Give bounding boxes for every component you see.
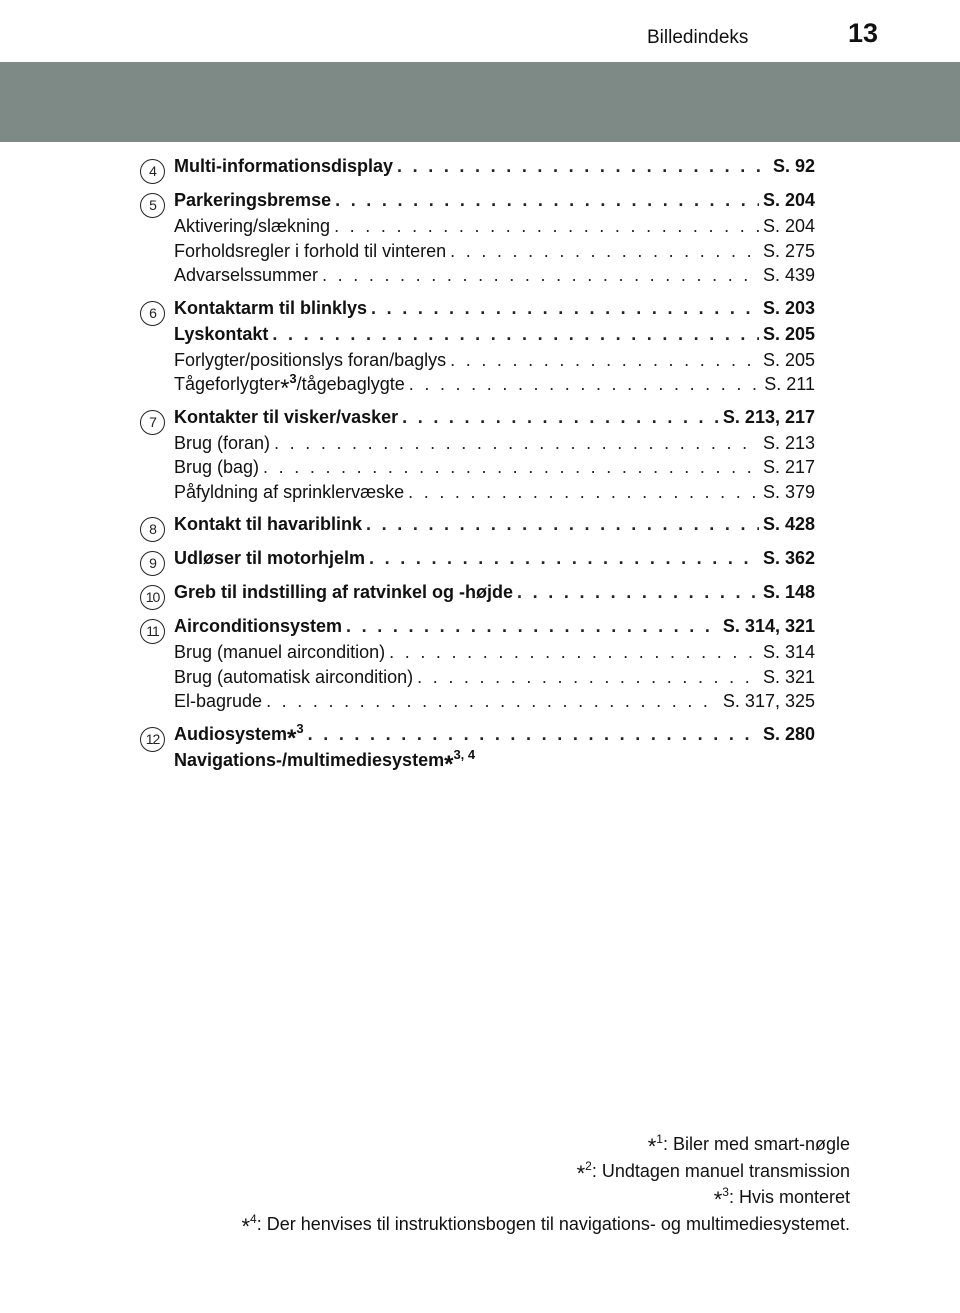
footnote-number: 2 — [585, 1158, 592, 1173]
index-group — [140, 582, 815, 608]
footnote — [241, 1158, 850, 1185]
footnote — [241, 1131, 850, 1158]
dot-leader — [322, 265, 759, 286]
index-entry — [174, 156, 815, 182]
entry-label-text: Brug (manuel aircondition) — [174, 642, 386, 662]
footnote — [241, 1211, 850, 1238]
entry-label — [174, 642, 385, 663]
footnote-asterisk: * — [576, 1160, 586, 1186]
index-entry — [174, 514, 815, 540]
entry-label — [174, 433, 270, 454]
index-entry — [174, 407, 815, 433]
dot-leader — [308, 724, 759, 745]
dot-leader — [397, 156, 769, 177]
footnote-number: 3 — [722, 1185, 729, 1199]
entry-label — [174, 548, 365, 569]
callout-number: 10 — [140, 585, 165, 610]
entry-label-text: Aktivering/slækning — [174, 216, 331, 236]
entry-label — [174, 371, 405, 402]
dot-leader — [335, 190, 759, 211]
page-reference[interactable]: S. 203 — [762, 297, 815, 318]
page-reference[interactable]: S. 213 — [762, 432, 815, 453]
entry-label-text: Forlygter/positionslys foran/baglys — [174, 349, 447, 370]
index-entry — [174, 548, 815, 574]
entry-label — [174, 265, 318, 286]
footnote-ref: 3 — [296, 720, 304, 736]
entry-label — [174, 582, 513, 603]
callout-number: 12 — [140, 727, 165, 752]
index-group — [140, 548, 815, 574]
index-subentry — [174, 216, 815, 241]
page-reference[interactable]: S. 211 — [764, 374, 815, 394]
entry-label — [174, 514, 362, 535]
page-reference[interactable]: S. 428 — [762, 514, 815, 534]
entry-label-text: Brug (bag) — [174, 457, 260, 477]
index-subentry — [174, 265, 815, 290]
callout-number: 7 — [140, 410, 165, 435]
entry-label — [174, 746, 476, 778]
entry-label-text: Navigations-/multimediesystem — [174, 749, 445, 770]
page-reference[interactable]: S. 213, 217 — [722, 406, 815, 427]
index-group — [140, 407, 815, 507]
dot-leader — [408, 482, 759, 503]
dot-leader — [402, 407, 719, 428]
entry-label-text: Airconditionsystem — [174, 616, 343, 636]
index-subentry — [174, 350, 815, 375]
dot-leader — [272, 324, 759, 345]
section-title: Billedindeks — [647, 27, 749, 48]
footnotes — [241, 1131, 850, 1237]
index-list — [140, 156, 815, 784]
index-subentry — [174, 642, 815, 667]
callout-number: 8 — [140, 517, 165, 542]
footnote-text: : Hvis monteret — [728, 1187, 850, 1207]
callout-number: 9 — [140, 551, 165, 576]
index-entry — [174, 190, 815, 216]
entry-label — [174, 216, 330, 237]
dot-leader — [266, 691, 719, 712]
dot-leader — [369, 548, 759, 569]
page-reference[interactable]: S. 204 — [762, 190, 815, 210]
page-reference[interactable]: S. 439 — [762, 265, 815, 285]
footnote — [241, 1184, 850, 1211]
entry-label — [174, 190, 331, 211]
index-subentry — [174, 241, 815, 266]
entry-label-text: El-bagrude — [174, 691, 263, 711]
page-reference[interactable]: S. 321 — [762, 666, 815, 687]
index-group — [140, 156, 815, 182]
index-group — [140, 720, 815, 778]
index-subentry — [174, 433, 815, 458]
dot-leader — [450, 350, 759, 371]
index-subentry — [174, 457, 815, 482]
entry-label — [174, 720, 304, 752]
entry-label-text: Tågeforlygter — [174, 374, 281, 394]
page-reference[interactable]: S. 317, 325 — [722, 691, 815, 711]
page-reference[interactable]: S. 314, 321 — [722, 616, 815, 636]
entry-label-text: Kontakt til havariblink — [174, 514, 363, 534]
dot-leader — [450, 241, 759, 262]
entry-label — [174, 482, 404, 503]
dot-leader — [263, 457, 759, 478]
index-group — [140, 190, 815, 290]
entry-label-text: Udløser til motorhjelm — [174, 548, 366, 568]
page-header — [0, 0, 960, 62]
entry-label-text: Lyskontakt — [174, 323, 269, 344]
page-reference[interactable]: S. 379 — [762, 481, 815, 502]
entry-label — [174, 407, 398, 428]
callout-number: 11 — [140, 619, 165, 644]
footnote-asterisk: * — [241, 1213, 251, 1239]
callout-number: 6 — [140, 301, 165, 326]
footnote-asterisk: * — [647, 1134, 657, 1159]
entry-label-text: Kontaktarm til blinklys — [174, 297, 368, 318]
entry-label-text: Påfyldning af sprinklervæske — [174, 481, 405, 502]
page-reference[interactable]: S. 205 — [762, 349, 815, 370]
index-group — [140, 616, 815, 716]
page-reference[interactable]: S. 148 — [762, 582, 815, 602]
footnote-text: : Undtagen manuel transmission — [591, 1160, 850, 1181]
dot-leader — [389, 642, 759, 663]
entry-label-text: Greb til indstilling af ratvinkel og -højde — [174, 582, 514, 602]
dot-leader — [274, 433, 759, 454]
entry-label-text: Parkeringsbremse — [174, 190, 332, 210]
footnote-asterisk: * — [444, 750, 454, 778]
page-reference[interactable]: S. 280 — [762, 723, 815, 744]
index-entry — [174, 298, 815, 324]
dot-leader — [346, 616, 719, 637]
entry-label-text: Kontakter til visker/vasker — [174, 406, 399, 427]
entry-label-text: /tågebaglygte — [296, 374, 405, 394]
entry-label — [174, 241, 446, 262]
entry-label-text: Advarselssummer — [174, 265, 319, 285]
page-reference[interactable]: S. 314 — [762, 642, 815, 662]
header-band — [0, 62, 960, 142]
callout-number: 4 — [140, 159, 165, 184]
entry-label-text: Multi-informationsdisplay — [174, 156, 394, 176]
page-reference[interactable]: S. 205 — [762, 323, 815, 344]
index-subentry — [174, 667, 815, 692]
dot-leader — [366, 514, 759, 535]
footnote-number: 1 — [656, 1132, 663, 1146]
entry-label-text: Forholdsregler i forhold til vinteren — [174, 240, 447, 261]
dot-leader — [409, 374, 761, 395]
entry-label-text: Audiosystem — [174, 723, 288, 744]
index-entry — [174, 616, 815, 642]
index-entry — [174, 324, 815, 350]
footnote-text: : Biler med smart-nøgle — [662, 1134, 850, 1154]
page-reference[interactable]: S. 362 — [762, 548, 815, 568]
page-reference[interactable]: S. 217 — [762, 457, 815, 477]
entry-label — [174, 616, 342, 637]
index-group — [140, 297, 815, 402]
index-subentry — [174, 371, 815, 402]
dot-leader — [371, 298, 759, 319]
index-entry — [174, 582, 815, 608]
entry-label — [174, 457, 259, 478]
footnote-asterisk: * — [280, 375, 290, 402]
entry-label — [174, 691, 262, 712]
page-number: 13 — [848, 18, 879, 48]
callout-number: 5 — [140, 193, 165, 218]
entry-label — [174, 156, 393, 177]
footnote-text: : Der henvises til instruktionsbogen til navigations- og multimediesystemet. — [256, 1213, 850, 1234]
entry-label-text: Brug (automatisk aircondition) — [174, 666, 414, 687]
page-reference[interactable]: S. 275 — [762, 240, 815, 261]
footnote-asterisk: * — [713, 1187, 723, 1212]
index-entry — [174, 746, 815, 778]
dot-leader — [517, 582, 759, 603]
index-subentry — [174, 691, 815, 716]
entry-label — [174, 298, 367, 319]
footnote-number: 4 — [250, 1211, 257, 1226]
dot-leader — [417, 667, 759, 688]
footnote-ref: 3, 4 — [453, 746, 476, 762]
entry-label-text: Brug (foran) — [174, 432, 271, 453]
index-subentry — [174, 482, 815, 507]
dot-leader — [334, 216, 759, 237]
index-entry — [174, 720, 815, 752]
footnote-asterisk: * — [287, 724, 297, 752]
page-reference[interactable]: S. 204 — [762, 216, 815, 236]
page-reference[interactable]: S. 92 — [772, 156, 815, 176]
entry-label — [174, 667, 413, 688]
entry-label — [174, 350, 446, 371]
entry-label — [174, 324, 268, 345]
footnote-ref: 3 — [289, 371, 297, 386]
index-group — [140, 514, 815, 540]
